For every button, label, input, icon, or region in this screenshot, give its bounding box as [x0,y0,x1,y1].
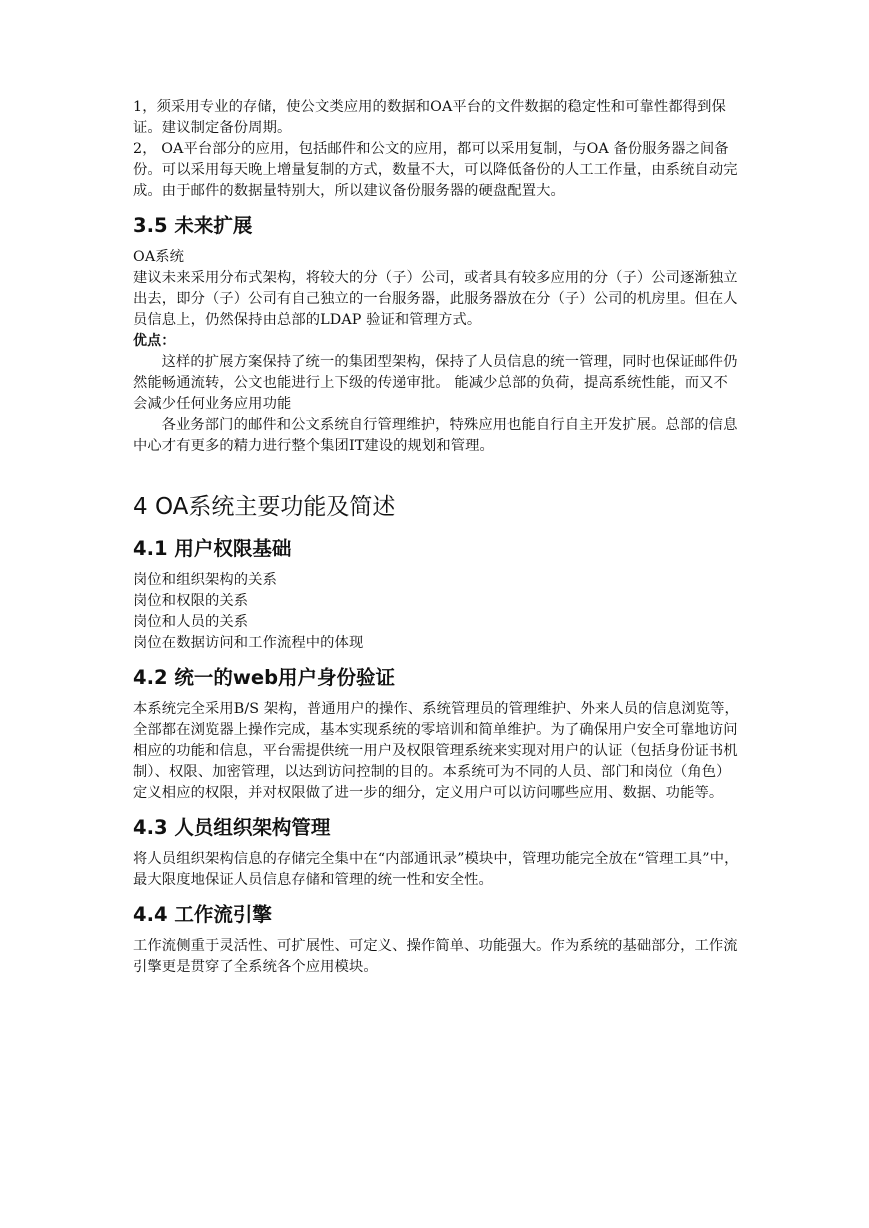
advantages-paragraph-2: 各业务部门的邮件和公文系统自行管理维护，特殊应用也能自行自主开发扩展。总部的信息中心才有更多的精力进行整个集团IT建设的规划和管理。 [133,417,738,454]
heading-4-2: 4.2 统一的web用户身份验证 [133,666,396,689]
oa-system-line: OA系统 [133,249,185,265]
advantages-paragraph-1: 这样的扩展方案保持了统一的集团型架构，保持了人员信息的统一管理，同时也保证邮件仍然能畅通流转，公文也能进行上下级的传递审批。 能减少总部的负荷，提高系统性能，而又不会减少任何业务应用功能 [133,354,738,412]
list-item: 岗位在数据访问和工作流程中的体现 [133,635,364,651]
backup-paragraph-1: 1，须采用专业的存储，使公文类应用的数据和OA平台的文件数据的稳定性和可靠性都得到保证。建议制定备份周期。 [133,99,726,136]
list-item: 岗位和人员的关系 [133,614,249,630]
heading-4-3: 4.3 人员组织架构管理 [133,816,331,839]
expansion-paragraph: 建议未来采用分布式架构，将较大的分（子）公司，或者具有较多应用的分（子）公司逐渐独立出去，即分（子）公司有自己独立的一台服务器，此服务器放在分（子）公司的机房里。但在人员信息上，仍然保持由总部的LDAP 验证和管理方式。 [133,270,738,328]
org-structure-paragraph: 将人员组织架构信息的存储完全集中在“内部通讯录”模块中，管理功能完全放在“管理工具”中，最大限度地保证人员信息存储和管理的统一性和安全性。 [133,851,739,888]
list-item: 岗位和组织架构的关系 [133,572,277,588]
workflow-paragraph: 工作流侧重于灵活性、可扩展性、可定义、操作简单、功能强大。作为系统的基础部分，工作流引擎更是贯穿了全系统各个应用模块。 [133,938,738,975]
heading-4: 4 OA系统主要功能及简述 [133,494,396,520]
list-item: 岗位和权限的关系 [133,593,249,609]
heading-4-1: 4.1 用户权限基础 [133,537,292,560]
backup-paragraph-2: 2， OA平台部分的应用，包括邮件和公文的应用，都可以采用复制，与OA 备份服务器之间备份。可以采用每天晚上增量复制的方式，数量不大，可以降低备份的人工工作量，由系统自动完成。由于邮件的数据量特别大，所以建议备份服务器的硬盘配置大。 [133,141,738,199]
heading-3-5: 3.5 未来扩展 [133,214,253,237]
advantages-label: 优点： [133,333,176,349]
web-auth-paragraph: 本系统完全采用B/S 架构，普通用户的操作、系统管理员的管理维护、外来人员的信息浏览等，全部都在浏览器上操作完成，基本实现系统的零培训和简单维护。为了确保用户安全可靠地访问相应的功能和信息，平台需提供统一用户及权限管理系统来实现对用户的认证（包括身份证书机制）、权限、加密管理，以达到访问控制的目的。本系统可为不同的人员、部门和岗位（角色）定义相应的权限，并对权限做了进一步的细分，定义用户可以访问哪些应用、数据、功能等。 [133,701,739,801]
heading-4-4: 4.4 工作流引擎 [133,903,272,926]
